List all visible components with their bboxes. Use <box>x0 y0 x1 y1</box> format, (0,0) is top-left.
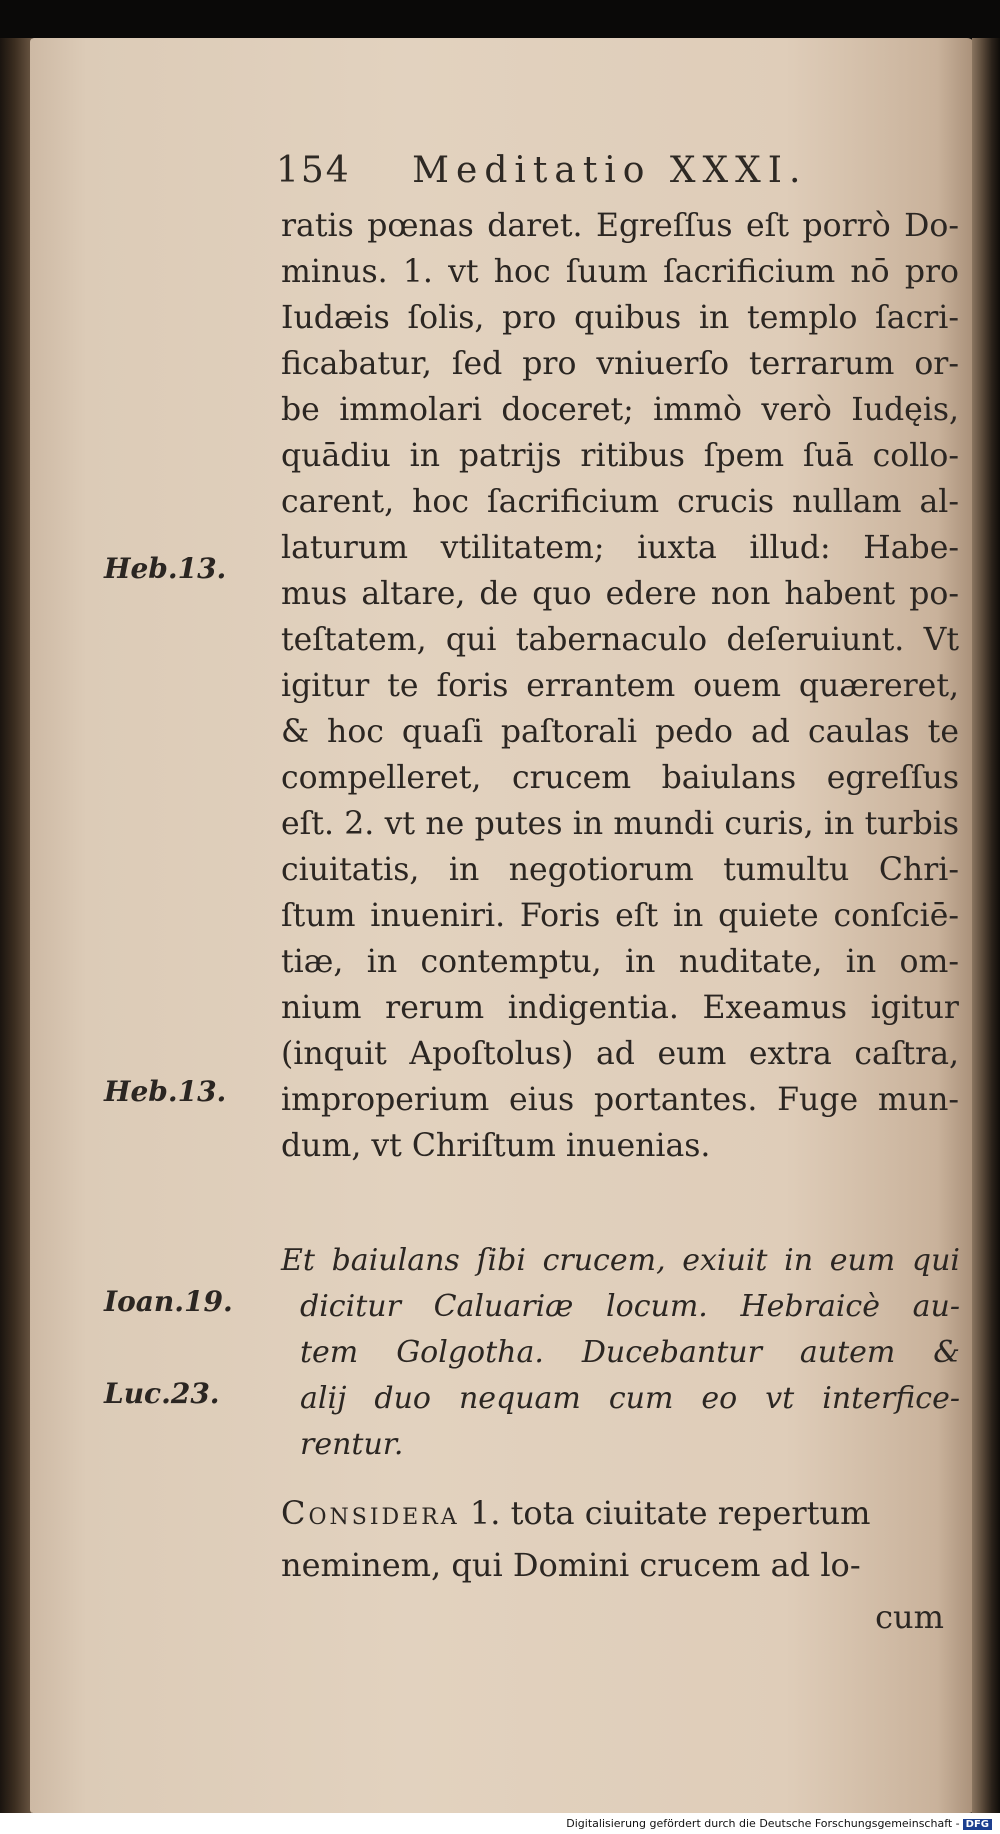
body-line-2: minus. 1. vt hoc ſuum ſacrificium nō pro <box>281 254 959 290</box>
body-line-10: teſtatem, qui tabernaculo deſeruiunt. Vt <box>281 622 959 658</box>
body-line-1: ratis pœnas daret. Egreſſus eſt porrò Do- <box>281 208 959 244</box>
body-line-13: compelleret, crucem baiulans egreſſus <box>281 760 959 796</box>
body-line-5: be immolari doceret; immò verò Iudęis, <box>281 392 959 428</box>
book-spine-shadow <box>0 38 32 1813</box>
body-line-4: ficabatur, ſed pro vniuerſo terrarum or- <box>281 346 959 382</box>
body-line-12: & hoc quaſi paſtorali pedo ad caulas te <box>281 714 959 750</box>
running-header <box>276 150 876 198</box>
body-line-14: eſt. 2. vt ne putes in mundi curis, in turbis <box>281 806 959 842</box>
body-line-20: improperium eius portantes. Fuge mun- <box>281 1082 959 1118</box>
body-line-9: mus altare, de quo edere non habent po- <box>281 576 959 612</box>
body-line-11: igitur te foris errantem ouem quæreret, <box>281 668 959 704</box>
margin-note-luc-23: Luc.23. <box>104 1377 220 1410</box>
considera-line-2: neminem, qui Domini crucem ad lo- <box>281 1546 861 1584</box>
considera-line-1-rest: 1. tota ciuitate repertum <box>469 1494 871 1532</box>
catchword: cum <box>875 1598 944 1636</box>
verse-line-1: Et baiulans ſibi crucem, exiuit in eum qui <box>281 1243 960 1278</box>
body-line-19: (inquit Apoſtolus) ad eum extra caſtra, <box>281 1036 959 1072</box>
body-line-7: carent, hoc ſacrificium crucis nullam al- <box>281 484 959 520</box>
page-fore-edge <box>972 38 1000 1813</box>
body-line-18: nium rerum indigentia. Exeamus igitur <box>281 990 959 1026</box>
margin-note-heb-13: Heb.13. <box>104 552 227 585</box>
body-line-15: ciuitatis, in negotiorum tumultu Chri- <box>281 852 959 888</box>
body-line-21: dum, vt Chriſtum inuenias. <box>281 1128 711 1164</box>
body-line-16: ſtum inueniri. Foris eſt in quiete conſciē- <box>281 898 959 934</box>
verse-line-3: tem Golgotha. Ducebantur autem & <box>300 1335 960 1370</box>
body-line-3: Iudæis ſolis, pro quibus in templo ſacri- <box>281 300 959 336</box>
dfg-logo: DFG <box>963 1819 992 1830</box>
margin-note-ioan-19: Ioan.19. <box>104 1285 233 1318</box>
header-title: Meditatio XXXI. <box>412 150 808 191</box>
credit-text: Digitalisierung gefördert durch die Deutsche Forschungsgemeinschaft - <box>566 1817 960 1830</box>
body-line-8: laturum vtilitatem; iuxta illud: Habe- <box>281 530 959 566</box>
verse-line-4: alij duo nequam cum eo vt interfice- <box>300 1381 960 1416</box>
considera-line-1 <box>281 1494 870 1532</box>
considera-lead: Considera <box>281 1494 460 1532</box>
scan-top-edge <box>0 0 1000 38</box>
margin-note-heb-13-second: Heb.13. <box>104 1075 227 1108</box>
digitization-credit <box>566 1817 992 1830</box>
page-number: 154 <box>276 150 351 191</box>
body-line-6: quādiu in patrijs ritibus ſpem ſuā collo- <box>281 438 959 474</box>
body-line-17: tiæ, in contemptu, in nuditate, in om- <box>281 944 959 980</box>
verse-line-2: dicitur Caluariæ locum. Hebraicè au- <box>300 1289 960 1324</box>
verse-line-5: rentur. <box>300 1427 404 1462</box>
